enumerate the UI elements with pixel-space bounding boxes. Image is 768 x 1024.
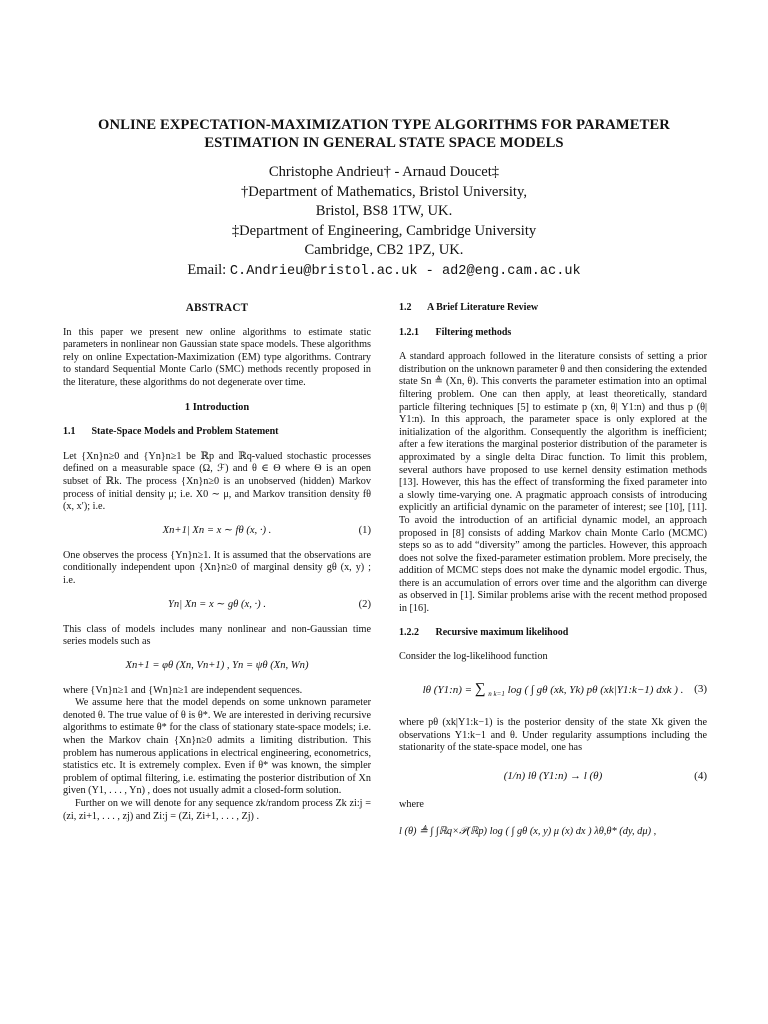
paragraph-posterior-density: where pθ (xk|Y1:k−1) is the posterior density of the state Xk given the observations Y1:k−1 and θ. Under regularity assumptions including the stationarity of the state-space model, one has: [399, 717, 707, 754]
equation-model: [63, 659, 371, 673]
title-line-2: ESTIMATION IN GENERAL STATE SPACE MODELS: [204, 135, 564, 151]
paper-title: [40, 116, 728, 152]
subsection-1-2-number: 1.2: [399, 302, 412, 313]
author-names: Christophe Andrieu† - Arnaud Doucet‡: [268, 164, 500, 180]
affiliation-2-line-2: Cambridge, CB2 1PZ, UK.: [304, 242, 464, 259]
equation-3-number: (3): [694, 682, 707, 695]
equation-3-sum-symbol: ∑: [474, 680, 486, 697]
abstract-heading: ABSTRACT: [185, 302, 249, 314]
section-introduction-heading: 1 Introduction: [184, 401, 250, 413]
abstract-text: In this paper we present new online algorithms to estimate static parameters in nonlinear non Gaussian state space models. These algorithms rely on online Expectation-Maximization (EM) type algorithms. Contrary to standard Sequential Monte Carlo (SMC) methods recently proposed in the literature, these algorithms do not degenerate over time.: [63, 326, 371, 388]
equation-2-number: (2): [358, 598, 371, 610]
subsection-1-2-2-number: 1.2.2: [399, 626, 419, 638]
equation-1: [63, 524, 371, 538]
equation-5: [399, 821, 707, 843]
equation-2-body: Yn| Xn = x ∼ gθ (x, ·) .: [168, 598, 266, 610]
email-label: Email:: [187, 261, 230, 278]
title-line-1: ONLINE EXPECTATION-MAXIMIZATION TYPE ALGORITHMS FOR PARAMETER: [98, 117, 670, 133]
subsection-1-2-1-number: 1.2.1: [399, 326, 419, 338]
paragraph-filtering-methods: A standard approach followed in the literature consists of setting a prior distribution on the unknown parameter θ and then considering the extended state Sn ≜ (Xn, θ). This converts the parameter estimation into an optimal filtering problem. One can then apply, at least theoretically, standard particle filtering techniques [5] to estimate p (xn, θ| Y1:n) and thus p (θ| Y1:n). In this approach, the parameter space is only explored at the initialization of the algorithm. Consequently the algorithm is inefficient; after a few iterations the marginal posterior distribution of the parameter is approximated by a single delta Dirac function. To limit this problem, several authors have proposed to use kernel density estimation methods [13]. However, this has the effect of transforming the fixed parameter into a slowly time-varying one. A pragmatic approach consists of introducing explicitly an artificial dynamic on the parameter of interest; see [10], [11]. To avoid the introduction of an artificial dynamic model, an approach proposed in [8] consists of adding Markov chain Monte Carlo (MCMC) steps so as to add “diversity” among the particles. However, this approach does not solve the fixed-parameter estimation problem. More precisely, the addition of MCMC steps does not make the dynamic model ergodic. Thus, there is an accumulation of errors over time and the algorithm can diverge as observed in [1]. Similar problems arise with the recent method proposed in [16].: [399, 351, 707, 615]
paragraph-where: where: [399, 798, 424, 810]
email-addresses: C.Andrieu@bristol.ac.uk - ad2@eng.cam.ac.uk: [229, 263, 581, 279]
subsection-1-2-heading: [399, 302, 707, 315]
equation-3: [399, 678, 707, 705]
paragraph-unknown-parameter: We assume here that the model depends on some unknown parameter denoted θ. The true value of θ is θ*. We are interested in deriving recursive algorithms to estimate θ* for the class of stationary state-space models; i.e. when the Markov chain {Xn}n≥0 admits a limiting distribution. This problem has numerous applications in electrical engineering, econometrics, statistics etc. It is extremely complex. Even if θ* was known, the simpler problem of optimal filtering, i.e. estimating the posterior distribution of Xn given (Y1, . . . , Yn) , does not usually admit a closed-form solution.: [63, 697, 371, 797]
subsection-1-2-2-title: Recursive maximum likelihood: [435, 626, 569, 638]
equation-4: [399, 765, 707, 787]
equation-model-body: Xn+1 = φθ (Xn, Vn+1) , Yn = ψθ (Xn, Wn): [125, 659, 309, 671]
paragraph-processes: Let {Xn}n≥0 and {Yn}n≥1 be ℝp and ℝq-valued stochastic processes defined on a measurable space (Ω, ℱ) and θ ∈ Θ where Θ is an open subset of ℝk. The process {Xn}n≥0 is an unobserved (hidden) Markov process of initial density μ; i.e. X0 ∼ μ, and Markov transition density fθ (x, x′); i.e.: [63, 450, 371, 513]
equation-3-sum-limits: n k=1: [488, 690, 505, 699]
equation-3-lhs: lθ (Y1:n) =: [422, 683, 473, 696]
equation-1-number: (1): [358, 524, 371, 536]
subsection-1-1-heading: [63, 426, 371, 439]
equation-2: [63, 598, 371, 612]
paragraph-model-class: This class of models includes many nonlinear and non-Gaussian time series models such as: [63, 623, 371, 648]
paragraph-notation: Further on we will denote for any sequence zk/random process Zk zi:j = (zi, zi+1, . . . , zj) and Zi:j = (Zi, Zi+1, . . . , Zj) .: [63, 798, 371, 822]
equation-3-rhs: log ( ∫ gθ (xk, Yk) pθ (xk|Y1:k−1) dxk ) .: [507, 683, 684, 696]
affiliation-2-line-1: ‡Department of Engineering, Cambridge University: [231, 222, 537, 239]
equation-1-body: Xn+1| Xn = x ∼ fθ (x, ·) .: [162, 524, 272, 536]
left-column: [63, 300, 371, 823]
email-line: [40, 261, 728, 282]
subsection-1-2-title: A Brief Literature Review: [426, 302, 539, 313]
affiliation-1-line-2: Bristol, BS8 1TW, UK.: [315, 203, 453, 220]
equation-5-body: l (θ) ≜ ∫ ∫ℝq×𝒫(ℝp) log ( ∫ gθ (x, y) μ (x) dx ) λθ,θ* (dy, dμ) ,: [399, 826, 657, 838]
paragraph-log-likelihood: Consider the log-likelihood function: [399, 651, 548, 663]
right-column: [399, 300, 707, 855]
equation-4-number: (4): [694, 769, 707, 782]
paragraph-observations: One observes the process {Yn}n≥1. It is assumed that the observations are conditionally independent upon {Xn}n≥0 of marginal density gθ (x, y) ; i.e.: [63, 549, 371, 586]
subsection-1-2-2-heading: [399, 627, 707, 640]
author-block: [40, 163, 728, 282]
affiliation-1-line-1: †Department of Mathematics, Bristol University,: [240, 183, 527, 200]
subsection-1-2-1-title: Filtering methods: [435, 326, 512, 338]
paragraph-independent-sequences: where {Vn}n≥1 and {Wn}n≥1 are independent sequences.: [63, 684, 303, 696]
subsection-1-2-1-heading: [399, 327, 707, 340]
subsection-1-1-number: 1.1: [63, 426, 76, 438]
subsection-1-1-title: State-Space Models and Problem Statement: [91, 426, 279, 438]
equation-4-body: (1/n) lθ (Y1:n) → l (θ): [503, 769, 603, 782]
